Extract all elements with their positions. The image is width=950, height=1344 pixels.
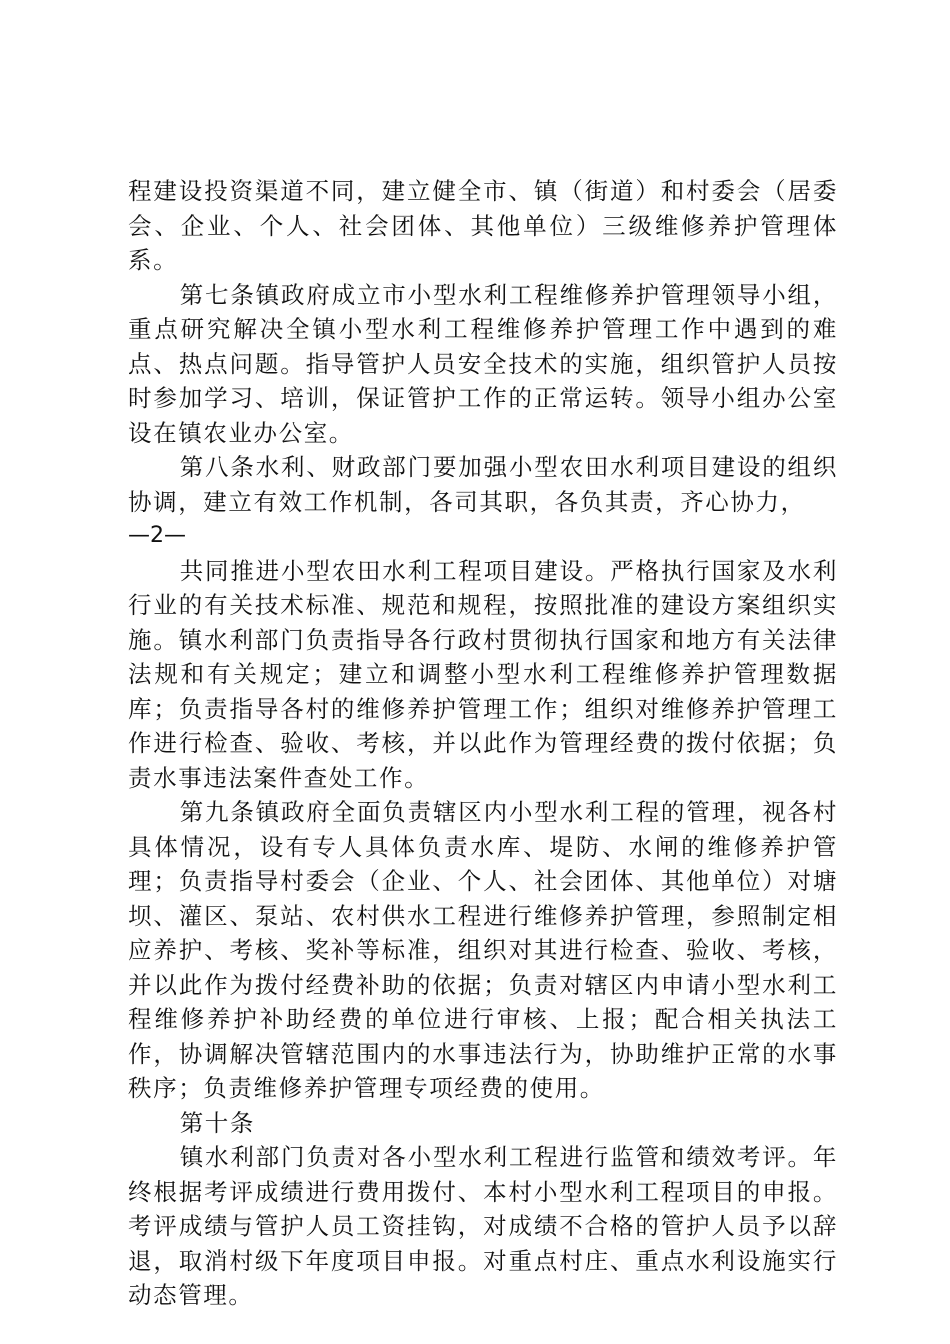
paragraph-article-8: 第八条水利、财政部门要加强小型农田水利项目建设的组织协调，建立有效工作机制，各司其职，各负其责，齐心协力， [128, 453, 838, 516]
paragraph-article-7: 第七条镇政府成立市小型水利工程维修养护管理领导小组，重点研究解决全镇小型水利工程维修养护管理工作中遇到的难点、热点问题。指导管护人员安全技术的实施，组织管护人员按时参加学习、培训，保证管护工作的正常运转。领导小组办公室设在镇农业办公室。 [128, 280, 838, 447]
paragraph-article-10: 镇水利部门负责对各小型水利工程进行监管和绩效考评。年终根据考评成绩进行费用拨付、本村小型水利工程项目的申报。考评成绩与管护人员工资挂钩，对成绩不合格的管护人员予以辞退，取消村级下年度项目申报。对重点村庄、重点水利设施实行动态管理。 [128, 1143, 838, 1309]
heading-article-10: 第十条 [179, 1108, 255, 1137]
paragraph-article-8-continued: 共同推进小型农田水利工程项目建设。严格执行国家及水利行业的有关技术标准、规范和规程，按照批准的建设方案组织实施。镇水利部门负责指导各行政村贯彻执行国家和地方有关法律法规和有关规定；建立和调整小型水利工程维修养护管理数据库；负责指导各村的维修养护管理工作；组织对维修养护管理工作进行检查、验收、考核，并以此作为管理经费的拨付依据；负责水事违法案件查处工作。 [128, 556, 838, 792]
document-body [128, 174, 838, 1313]
paragraph-article-9: 第九条镇政府全面负责辖区内小型水利工程的管理，视各村具体情况，设有专人具体负责水库、堤防、水闸的维修养护管理；负责指导村委会（企业、个人、社会团体、其他单位）对塘坝、灌区、泵站、农村供水工程进行维修养护管理，参照制定相应养护、考核、奖补等标准，组织对其进行检查、验收、考核，并以此作为拨付经费补助的依据；负责对辖区内申请小型水利工程维修养护补助经费的单位进行审核、上报；配合相关执法工作，协调解决管辖范围内的水事违法行为，协助维护正常的水事秩序；负责维修养护管理专项经费的使用。 [128, 798, 838, 1102]
paragraph-continuation: 程建设投资渠道不同，建立健全市、镇（街道）和村委会（居委会、企业、个人、社会团体、其他单位）三级维修养护管理体系。 [128, 177, 838, 274]
page-number: —2— [128, 523, 186, 548]
